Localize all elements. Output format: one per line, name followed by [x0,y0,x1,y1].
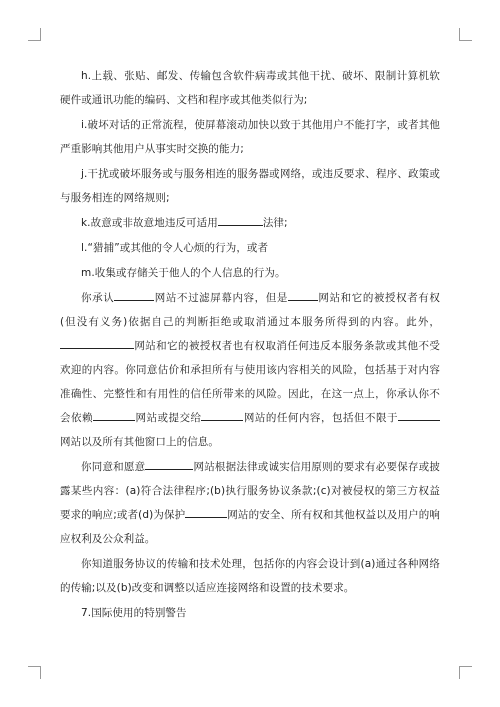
paragraph-technical-processing: 你知道服务协议的传输和技术处理，包括你的内容会设计到(a)通过各种网络的传输;以及(b)改变和调整以适应连接网络和设置的技术要求。 [60,558,440,594]
clause-item-h: h.上载、张贴、邮发、传输包含软件病毒或其他干扰、破坏、限制计算机软硬件或通讯功能的编码、文档和程序或其他类似行为; [60,70,440,106]
paragraph-content-disclosure [60,455,440,551]
paragraph-content-filtering [60,286,440,454]
blank-line [93,409,135,421]
paragraph-text: 网站的安全、所有权和其他权益以及用户的响应权利及公众利益。 [60,509,441,545]
blank-line [60,337,122,349]
clause-item-k [60,211,440,235]
paragraph-text: 网站和它的被授权者也有权取消任何违反本服务条款或其他不受欢迎的内容。你同意估价和承担所有与使用该内容相关的风险，包括基于对内容准确性、完整性和有用性的信任所带来的风险。因此，在这一点上，你承认你不会依赖 [60,340,440,424]
paragraph-text: 网站根据法律或诚实信用原则的要求有必要保存或披露某些内容：(a)符合法律程序;(b)执行服务协议条款;(c)对被侵权的第三方权益要求的响应;或者(d)为保护 [60,461,440,521]
paragraph-text: 网站以及所有其他窗口上的信息。 [60,436,219,448]
paragraph-text: 网站或提交给 [135,412,202,424]
clause-text: 法律; [262,217,288,229]
clause-text: k.故意或非故意地违反可适用 [81,217,218,229]
blank-line [122,337,134,349]
blank-line [218,214,263,226]
blank-line [201,409,243,421]
paragraph-text: 网站和它的被授权者有权(但没有义务)依据自己的判断拒绝或取消通过本服务所得到的内容。此外， [60,292,440,328]
clause-item-i: i.破坏对话的正常流程，使屏幕滚动加快以致于其他用户不能打字，或者其他严重影响其他用户从事实时交换的能力; [60,119,440,155]
clause-item-j: j.干扰或破坏服务或与服务相连的服务器或网络，或违反要求、程序、政策或与服务相连的网络规则; [60,168,440,204]
blank-line [398,409,440,421]
paragraph-text: 网站的任何内容，包括但不限于 [243,412,398,424]
corner-mark-top-left [28,28,41,41]
blank-line [145,458,193,470]
corner-mark-top-right [459,28,472,41]
document-body [60,64,440,626]
paragraph-text: 网站不过滤屏幕内容，但是 [154,292,288,304]
corner-mark-bottom-right [459,666,472,679]
clause-item-l: l.“猎捕”或其他的令人心烦的行为，或者 [81,242,269,254]
paragraph-text: 你同意和愿意 [81,461,146,473]
corner-mark-bottom-left [28,666,41,679]
section-heading-international-use: 7.国际使用的特别警告 [81,607,187,619]
clause-item-m: m.收集或存储关于他人的个人信息的行为。 [81,267,286,279]
blank-line [185,506,227,518]
blank-line [114,289,154,301]
blank-line [288,289,318,301]
paragraph-text: 你承认 [81,292,115,304]
